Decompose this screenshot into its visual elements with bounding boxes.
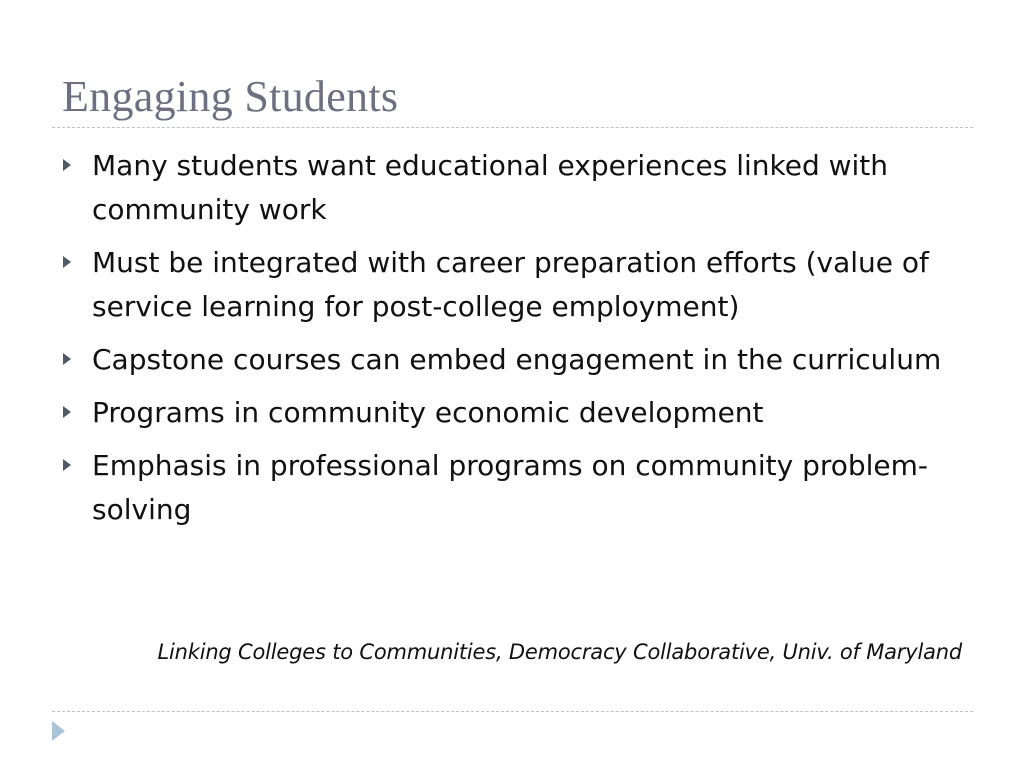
bullet-text: Must be integrated with career preparation efforts (value of service learning for post-college employment) <box>92 246 929 323</box>
slide-title: Engaging Students <box>62 72 399 121</box>
citation: Linking Colleges to Communities, Democracy Collaborative, Univ. of Maryland <box>157 640 962 664</box>
title-divider <box>52 127 973 128</box>
triangle-right-icon <box>63 159 71 171</box>
bullet-item <box>60 338 960 382</box>
bullet-list <box>60 144 960 541</box>
bullet-item <box>60 144 960 232</box>
bullet-item <box>60 444 960 532</box>
bullet-item <box>60 241 960 329</box>
footer-divider <box>52 711 973 712</box>
bullet-text: Capstone courses can embed engagement in the curriculum <box>92 343 942 376</box>
triangle-right-icon <box>63 459 71 471</box>
bullet-text: Emphasis in professional programs on community problem-solving <box>92 449 929 526</box>
bullet-text: Programs in community economic development <box>92 396 764 429</box>
bullet-item <box>60 391 960 435</box>
next-slide-icon[interactable] <box>52 721 65 741</box>
triangle-right-icon <box>63 353 71 365</box>
bullet-text: Many students want educational experiences linked with community work <box>92 149 889 226</box>
triangle-right-icon <box>63 256 71 268</box>
triangle-right-icon <box>63 406 71 418</box>
